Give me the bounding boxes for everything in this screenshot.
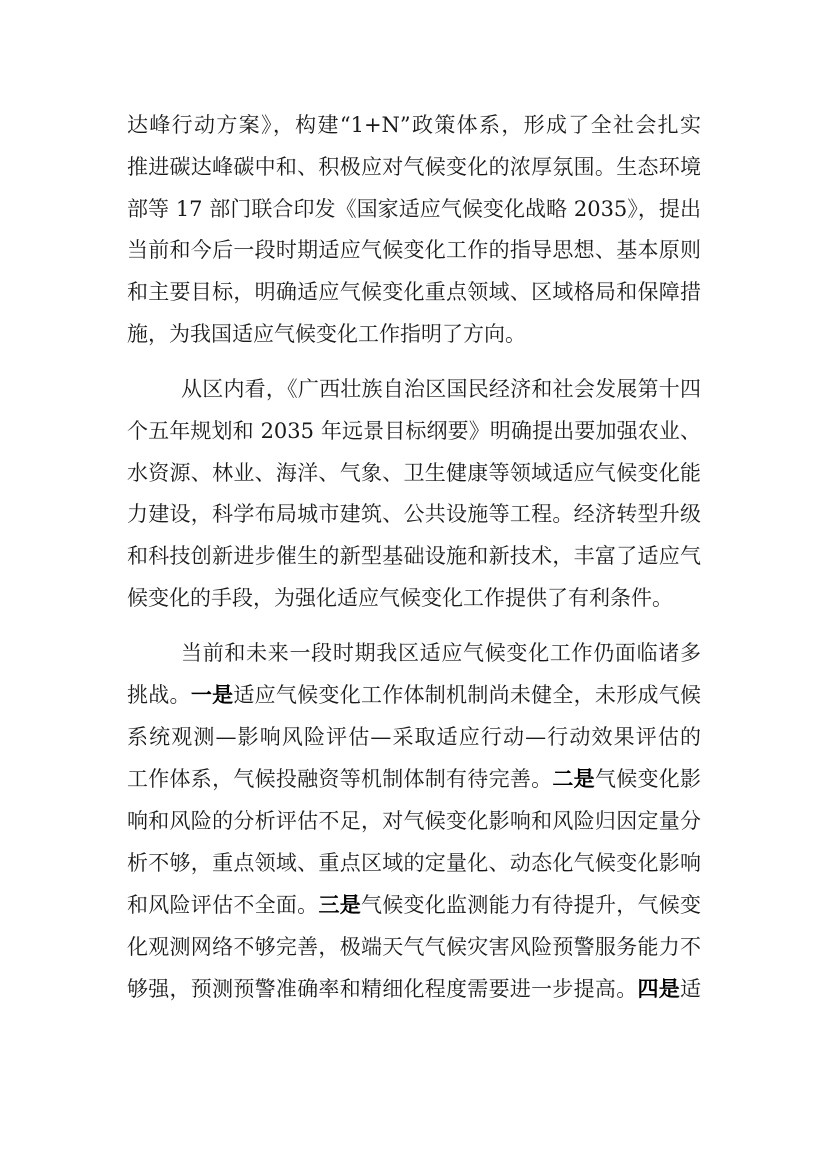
text-line: [127, 277, 701, 307]
text-line: [127, 235, 701, 265]
text-segment: 析不够，重点领域、重点区域的定量化、动态化气候变化影响: [127, 851, 701, 875]
text-segment: 水资源、林业、海洋、气象、卫生健康等领域适应气候变化能: [127, 461, 701, 485]
text-segment: 系统观测—影响风险评估—采取适应行动—行动效果评估的: [127, 725, 701, 749]
text-line: [127, 722, 701, 752]
text-segment: 适应气候变化工作体制机制尚未健全，未形成气候: [233, 683, 702, 707]
text-segment: 气候变化影: [594, 767, 702, 791]
text-line: [127, 458, 701, 488]
text-line: [127, 541, 701, 571]
text-line: [127, 806, 701, 836]
text-line: [127, 974, 701, 1004]
text-segment: 推进碳达峰碳中和、积极应对气候变化的浓厚氛围。生态环境: [127, 155, 701, 179]
text-segment: 和科技创新进步催生的新型基础设施和新技术，丰富了适应气: [127, 544, 701, 568]
text-line: [127, 638, 701, 668]
text-segment: 工作体系，气候投融资等机制体制有待完善。: [127, 767, 553, 791]
bold-emphasis: 二是: [552, 766, 595, 791]
text-segment: 响和风险的分析评估不足，对气候变化影响和风险归因定量分: [127, 809, 701, 833]
text-line: [127, 416, 701, 446]
text-line: [127, 319, 701, 349]
text-segment: 气候变化监测能力有待提升，气候变: [360, 893, 702, 917]
text-segment: 化观测网络不够完善，极端天气气候灾害风险预警服务能力不: [127, 935, 701, 959]
text-segment: 和主要目标，明确适应气候变化重点领域、区域格局和保障措: [127, 280, 701, 304]
text-segment: 个五年规划和 2035 年远景目标纲要》明确提出要加强农业、: [127, 419, 701, 443]
text-line: [127, 848, 701, 878]
text-segment: 挑战。: [127, 683, 191, 707]
text-line: [127, 110, 701, 140]
text-line: [127, 932, 701, 962]
bold-emphasis: 一是: [190, 682, 234, 707]
text-segment: 部等 17 部门联合印发《国家适应气候变化战略 2035》，提出: [127, 197, 701, 221]
text-segment: 候变化的手段，为强化适应气候变化工作提供了有利条件。: [127, 586, 673, 610]
bold-emphasis: 四是: [637, 976, 681, 1001]
text-line: [127, 152, 701, 182]
bold-emphasis: 三是: [318, 892, 361, 917]
text-segment: 力建设，科学布局城市建筑、公共设施等工程。经济转型升级: [127, 502, 701, 526]
text-segment: 够强，预测预警准确率和精细化程度需要进一步提高。: [127, 977, 638, 1001]
text-line: [127, 374, 701, 404]
text-segment: 和风险评估不全面。: [127, 893, 319, 917]
text-line: [127, 890, 701, 920]
text-segment: 当前和未来一段时期我区适应气候变化工作仍面临诸多: [181, 641, 701, 665]
text-line: [127, 499, 701, 529]
text-segment: 适: [680, 977, 702, 1001]
text-line: [127, 764, 701, 794]
text-segment: 施，为我国适应气候变化工作指明了方向。: [127, 322, 526, 346]
text-line: [127, 680, 701, 710]
text-segment: 从区内看，《广西壮族自治区国民经济和社会发展第十四: [181, 377, 701, 401]
text-segment: 达峰行动方案》，构建“1+N”政策体系，形成了全社会扎实: [127, 113, 701, 137]
text-line: [127, 194, 701, 224]
text-line: [127, 583, 701, 613]
text-segment: 当前和今后一段时期适应气候变化工作的指导思想、基本原则: [127, 238, 701, 262]
